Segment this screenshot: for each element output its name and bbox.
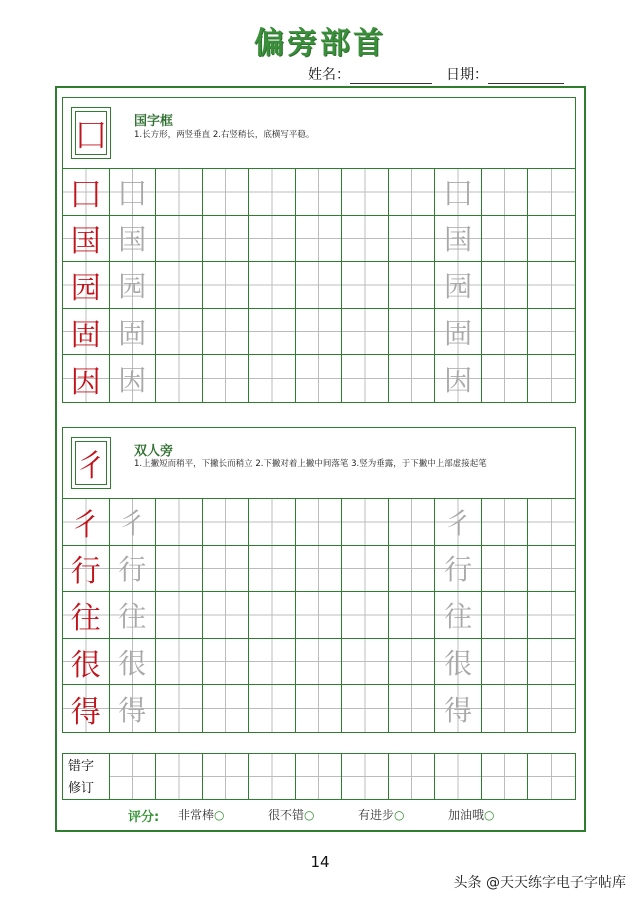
practice-cell[interactable] [296,216,343,263]
practice-cell[interactable] [156,685,203,732]
practice-cell[interactable] [342,546,389,593]
practice-cell[interactable] [156,216,203,263]
watermark: 头条 @天天练字电子字帖库 [453,875,626,891]
practice-cell[interactable] [249,309,296,356]
correction-cell[interactable] [342,754,389,799]
practice-cell[interactable] [296,262,343,309]
section-1-radical-box [71,107,111,159]
practice-cell[interactable] [156,546,203,593]
trace-character: 囗 [110,169,157,216]
practice-cell[interactable] [249,546,296,593]
practice-cell[interactable] [389,592,436,639]
practice-cell[interactable] [342,685,389,732]
correction-label [68,756,94,800]
practice-cell[interactable] [296,309,343,356]
correction-cell[interactable] [110,754,157,799]
section-2-description: 1.上撇短而稍平，下撇长而稍立 2.下撇对着上撇中间落笔 3.竖为垂露，于下撇中上部虚接起笔 [134,459,487,469]
circle-icon[interactable]: ○ [214,808,225,822]
section-2-radical: 彳 [76,449,106,484]
practice-cell[interactable] [296,639,343,686]
model-character: 国 [63,216,110,263]
practice-cell[interactable] [296,355,343,402]
practice-cell[interactable] [203,685,250,732]
practice-cell[interactable] [203,262,250,309]
circle-icon[interactable]: ○ [394,808,405,822]
practice-cell[interactable] [156,262,203,309]
practice-cell[interactable] [342,499,389,546]
practice-cell[interactable] [389,639,436,686]
practice-cell[interactable] [296,499,343,546]
trace-character: 得 [435,685,482,732]
page-number: 14 [310,853,330,871]
practice-cell[interactable] [342,639,389,686]
practice-cell[interactable] [203,169,250,216]
practice-cell[interactable] [296,546,343,593]
practice-cell[interactable] [528,499,575,546]
circle-icon[interactable]: ○ [484,808,495,822]
correction-label-line2: 修订 [68,781,95,796]
practice-cell[interactable] [482,639,529,686]
correction-cell[interactable] [482,754,529,799]
trace-character: 行 [110,546,157,593]
practice-cell[interactable] [389,216,436,263]
practice-cell[interactable] [156,592,203,639]
trace-character: 固 [435,309,482,356]
correction-cell[interactable] [389,754,436,799]
practice-cell[interactable] [203,309,250,356]
date-field [446,64,564,84]
correction-cell[interactable] [156,754,203,799]
practice-cell[interactable] [203,355,250,402]
practice-cell[interactable] [249,355,296,402]
section-1-radical: 囗 [76,119,106,154]
practice-cell[interactable] [203,639,250,686]
score-option-excellent[interactable]: 非常棒○ [178,808,225,822]
practice-cell[interactable] [156,169,203,216]
correction-cell[interactable] [528,754,575,799]
section-1-practice-grid [62,168,576,403]
practice-cell[interactable] [249,499,296,546]
name-label: 姓名： [308,67,350,83]
practice-cell[interactable] [156,309,203,356]
score-option-good[interactable]: 很不错○ [268,808,315,822]
practice-cell[interactable] [249,639,296,686]
practice-cell[interactable] [203,546,250,593]
score-option-keep-going[interactable]: 加油哦○ [448,808,495,822]
correction-cell[interactable] [296,754,343,799]
practice-cell[interactable] [389,262,436,309]
page-title: 偏旁部首 [254,26,386,61]
trace-character: 彳 [110,499,157,546]
practice-cell[interactable] [389,355,436,402]
trace-character: 因 [435,355,482,402]
practice-cell[interactable] [389,546,436,593]
practice-cell[interactable] [203,592,250,639]
correction-cell[interactable] [203,754,250,799]
model-character: 彳 [63,499,110,546]
practice-cell[interactable] [482,216,529,263]
practice-cell[interactable] [482,169,529,216]
practice-cell[interactable] [342,355,389,402]
trace-character: 国 [110,216,157,263]
section-2-radical-box [71,437,111,489]
trace-character: 因 [110,355,157,402]
practice-cell[interactable] [249,262,296,309]
trace-character: 园 [435,262,482,309]
trace-character: 囗 [435,169,482,216]
practice-cell[interactable] [342,309,389,356]
practice-cell[interactable] [389,685,436,732]
practice-cell[interactable] [528,592,575,639]
practice-cell[interactable] [389,499,436,546]
practice-cell[interactable] [203,216,250,263]
practice-cell[interactable] [342,169,389,216]
name-field [308,64,432,84]
section-1-name: 国字框 [134,114,174,129]
trace-character: 得 [110,685,157,732]
practice-cell[interactable] [482,592,529,639]
model-character: 得 [63,685,110,732]
practice-cell[interactable] [528,355,575,402]
correction-cell[interactable] [435,754,482,799]
trace-character: 往 [435,592,482,639]
practice-cell[interactable] [528,309,575,356]
practice-cell[interactable] [249,592,296,639]
section-2-name: 双人旁 [134,444,174,459]
practice-cell[interactable] [156,639,203,686]
practice-cell[interactable] [482,309,529,356]
correction-label-line1: 错字 [68,759,95,774]
model-character: 行 [63,546,110,593]
trace-character: 往 [110,592,157,639]
circle-icon[interactable]: ○ [304,808,315,822]
practice-cell[interactable] [156,355,203,402]
practice-cell[interactable] [296,685,343,732]
practice-cell[interactable] [342,216,389,263]
trace-character: 固 [110,309,157,356]
score-label: 评分: [128,810,160,825]
practice-cell[interactable] [296,169,343,216]
model-character: 园 [63,262,110,309]
practice-cell[interactable] [342,262,389,309]
trace-character: 国 [435,216,482,263]
practice-cell[interactable] [528,169,575,216]
trace-character: 行 [435,546,482,593]
date-blank[interactable] [488,83,564,84]
model-character: 很 [63,639,110,686]
model-character: 往 [63,592,110,639]
practice-cell[interactable] [249,685,296,732]
practice-cell[interactable] [482,499,529,546]
practice-cell[interactable] [528,685,575,732]
trace-character: 园 [110,262,157,309]
practice-cell[interactable] [296,592,343,639]
section-1-description: 1.长方形，两竖垂直 2.右竖稍长，底横写平稳。 [134,130,315,140]
trace-character: 很 [435,639,482,686]
practice-cell[interactable] [249,216,296,263]
model-character: 囗 [63,169,110,216]
practice-cell[interactable] [528,262,575,309]
practice-cell[interactable] [156,499,203,546]
practice-cell[interactable] [389,309,436,356]
trace-character: 很 [110,639,157,686]
model-character: 因 [63,355,110,402]
practice-cell[interactable] [342,592,389,639]
correction-grid [62,753,576,800]
practice-cell[interactable] [482,685,529,732]
date-label: 日期： [446,67,488,83]
practice-cell[interactable] [203,499,250,546]
practice-cell[interactable] [249,169,296,216]
name-blank[interactable] [350,83,432,84]
practice-cell[interactable] [482,355,529,402]
practice-cell[interactable] [389,169,436,216]
section-2-practice-grid [62,498,576,733]
correction-cell[interactable] [249,754,296,799]
practice-cell[interactable] [482,546,529,593]
practice-cell[interactable] [528,546,575,593]
practice-cell[interactable] [528,216,575,263]
trace-character: 彳 [435,499,482,546]
practice-cell[interactable] [528,639,575,686]
practice-cell[interactable] [482,262,529,309]
model-character: 固 [63,309,110,356]
score-option-improving[interactable]: 有进步○ [358,808,405,822]
